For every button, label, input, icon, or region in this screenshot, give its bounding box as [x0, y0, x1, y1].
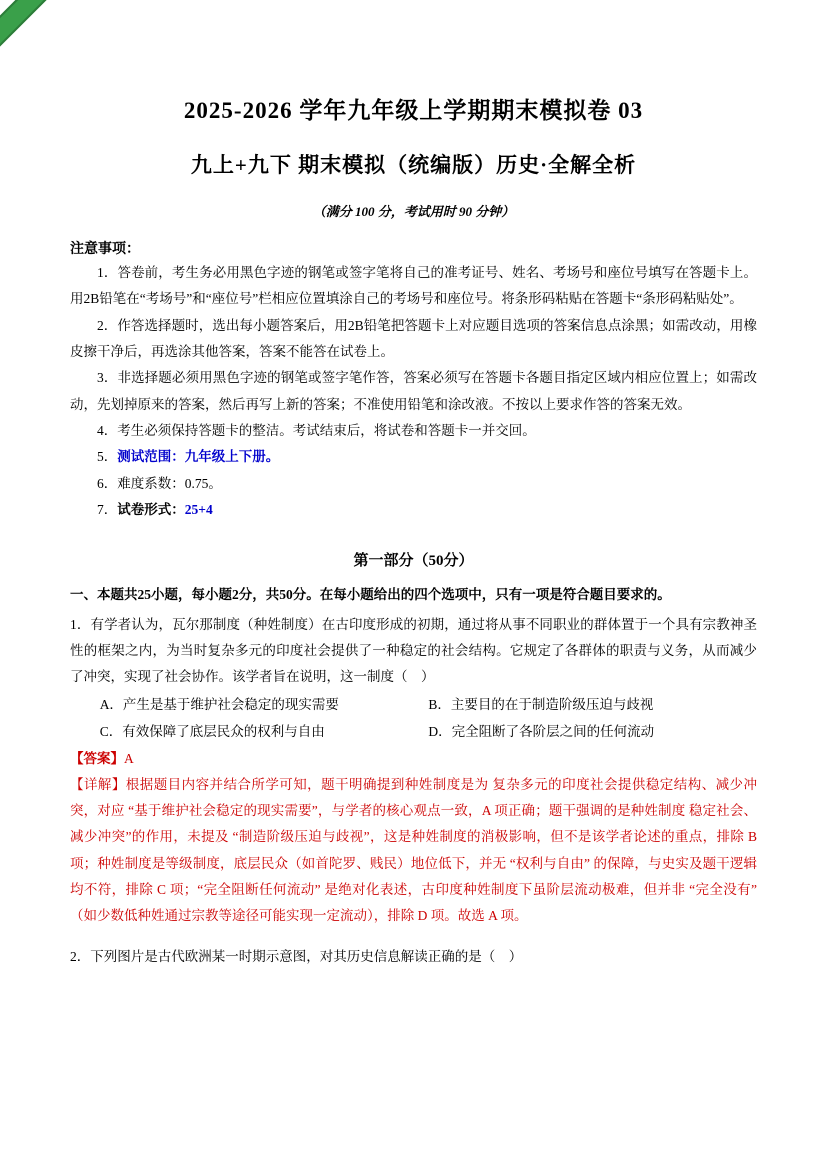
notice-item-5 — [70, 444, 757, 470]
question-1-option-b: B．主要目的在于制造阶级压迫与歧视 — [428, 696, 654, 712]
question-1-option-c: C．有效保障了底层民众的权利与自由 — [99, 723, 325, 739]
notice-item-6: 6．难度系数：0.75。 — [97, 475, 222, 491]
paper-title-line1: 2025-2026 学年九年级上学期期末模拟卷 03 — [183, 98, 644, 123]
notice-item-1: 1．答卷前，考生务必用黑色字迹的钢笔或签字笔将自己的准考证号、姓名、考场号和座位号填写在答题卡上。用2B铅笔在“考场号”和“座位号”栏相应位置填涂自己的考场号和座位号。将条形码粘贴在答题卡“条形码粘贴处”。 — [70, 265, 757, 307]
answer-tag: 【答案】 — [70, 750, 124, 766]
question-1-option-a: A．产生是基于维护社会稳定的现实需要 — [99, 696, 339, 712]
question-1-answer — [70, 745, 757, 772]
paper-subtitle: （满分 100 分，考试用时 90 分钟） — [312, 204, 515, 219]
notice-item-7-number: 7． — [97, 501, 118, 517]
notices-heading: 注意事项： — [70, 242, 140, 257]
question-1-stem: 1．有学者认为，瓦尔那制度（种姓制度）在古印度形成的初期，通过将从事不同职业的群体置于一个具有宗教神圣性的框架之内，为当时复杂多元的印度社会提供了一种稳定的社会结构。它规定了各群体的职责与义务，从而减少了冲突，实现了社会协作。该学者旨在说明，这一制度（ ） — [70, 616, 757, 685]
answer-value: A — [124, 750, 134, 766]
notice-item-7 — [70, 497, 757, 523]
notice-item-3: 3．非选择题必须用黑色字迹的钢笔或签字笔作答，答案必须写在答题卡各题目指定区域内相应位置上；如需改动，先划掉原来的答案，然后再写上新的答案；不准使用铅笔和涂改液。不按以上要求作答的答案无效。 — [70, 370, 757, 412]
notice-item-5-text: 测试范围：九年级上下册。 — [117, 449, 280, 465]
notice-item-5-number: 5． — [97, 449, 118, 465]
paper-title-line2: 九上+九下 期末模拟（统编版）历史·全解全析 — [190, 153, 637, 177]
question-1-options — [70, 691, 757, 745]
question-1-explanation: 【详解】根据题目内容并结合所学可知，题干明确提到种姓制度是为 复杂多元的印度社会提供稳定结构、减少冲突，对应 “基于维护社会稳定的现实需要”，与学者的核心观点一致，A 项正确；题干强调的是种姓制度 稳定社会、减少冲突”的作用，未提及 “制造阶级压迫与歧视”，这是种姓制度的消极影响，但不是该学者论述的重点，排除 B 项；种姓制度是等级制度，底层民众（如首陀罗、贱民）地位低下，并无 “权利与自由” 的保障，与史实及题干逻辑均不符，排除 C 项；“完全阻断任何流动” 是绝对化表述，古印度种姓制度下虽阶层流动极难，但并非 “完全没有”（如少数低种姓通过宗教等途径可能实现一定流动），排除 D 项。故选 A 项。 — [70, 776, 757, 924]
question-1-option-d: D．完全阻断了各阶层之间的任何流动 — [428, 723, 655, 739]
section-intro: 一、本题共25小题，每小题2分，共50分。在每小题给出的四个选项中，只有一项是符合题目要求的。 — [70, 587, 671, 603]
question-2-stem: 2．下列图片是古代欧洲某一时期示意图，对其历史信息解读正确的是（ ） — [70, 948, 523, 964]
section-title: 第一部分（50分） — [353, 553, 474, 570]
notice-item-7-value: 25+4 — [184, 501, 213, 517]
corner-ribbon — [0, 0, 60, 55]
notice-item-7-label: 试卷形式： — [117, 501, 185, 517]
notice-item-2: 2．作答选择题时，选出每小题答案后，用2B铅笔把答题卡上对应题目选项的答案信息点涂黑；如需改动，用橡皮擦干净后，再选涂其他答案，答案不能答在试卷上。 — [70, 317, 757, 359]
notice-item-4: 4．考生必须保持答题卡的整洁。考试结束后，将试卷和答题卡一并交回。 — [97, 422, 536, 438]
